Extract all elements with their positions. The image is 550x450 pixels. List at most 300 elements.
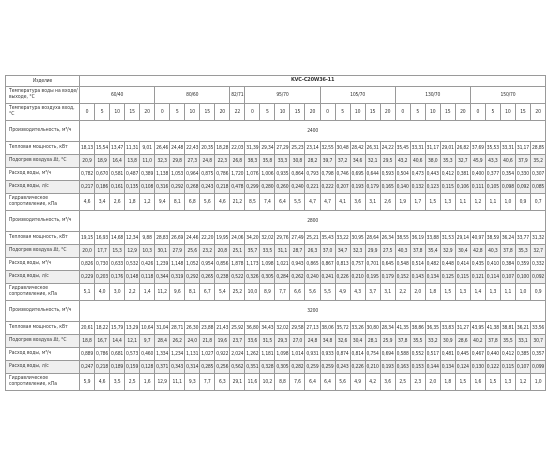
data-cell: 0,694 [380,348,395,361]
flow-label: Производительность, м³/ч [6,301,80,322]
data-cell: 0,435 [470,258,485,271]
data-cell: 2,2 [395,284,410,301]
data-cell: 24,22 [380,142,395,155]
data-cell: 4,2 [365,374,380,391]
data-row [6,181,546,194]
data-cell: 34,20 [245,232,260,245]
data-cell: 29,5 [380,155,395,168]
data-cell: 0,573 [125,348,140,361]
data-cell: 0,307 [530,168,545,181]
row-label: Расход воды, л/с [6,361,80,374]
data-cell: 20,61 [80,322,95,335]
air-temp-value: 10 [185,104,200,121]
data-cell: 28,85 [530,142,545,155]
data-cell: 0,644 [365,168,380,181]
data-cell: 38,3 [245,155,260,168]
data-cell: 0,701 [365,258,380,271]
row-label: Тепловая мощность, кВт [6,232,80,245]
data-cell: 1,006 [260,168,275,181]
data-cell: 24,48 [170,142,185,155]
data-cell: 0,148 [125,271,140,284]
data-cell: 36,35 [425,322,440,335]
data-cell: 0,186 [95,181,110,194]
data-cell: 40,97 [470,232,485,245]
air-temp-value: 10 [500,104,515,121]
data-cell: 34,7 [335,245,350,258]
air-temp-value: 0 [395,104,410,121]
data-cell: 24,0 [185,335,200,348]
data-cell: 0,813 [335,258,350,271]
data-cell: 26,34 [380,232,395,245]
data-cell: 0,114 [485,271,500,284]
data-row [6,258,546,271]
data-cell: 8,1 [185,284,200,301]
data-cell: 23,7 [230,335,245,348]
data-cell: 33,83 [440,322,455,335]
air-temp-value: 20 [215,104,230,121]
data-cell: 1,5 [440,284,455,301]
flow-row [6,301,546,322]
data-cell: 0,856 [215,258,230,271]
data-cell: 0,384 [500,258,515,271]
data-cell: 21,43 [215,322,230,335]
data-cell: 1,262 [245,348,260,361]
data-cell: 6,8 [185,194,200,211]
data-cell: 18,22 [95,322,110,335]
data-cell: 45,9 [470,155,485,168]
data-cell: 40,6 [410,155,425,168]
data-cell: 0,179 [365,181,380,194]
data-cell: 0,292 [170,181,185,194]
data-cell: 30,7 [530,335,545,348]
data-cell: 28,1 [365,335,380,348]
data-cell: 31,1 [275,245,290,258]
data-cell: 22,3 [215,155,230,168]
data-cell: 31,17 [425,142,440,155]
data-cell: 1,8 [125,194,140,211]
data-cell: 0,098 [500,181,515,194]
data-cell: 1,334 [155,348,170,361]
data-cell: 4,3 [350,284,365,301]
data-cell: 42,8 [470,245,485,258]
data-cell: 0,826 [80,258,95,271]
data-cell: 1,1 [500,284,515,301]
data-cell: 33,5 [260,245,275,258]
data-cell: 0,410 [485,258,500,271]
data-cell: 31,27 [455,322,470,335]
data-cell: 34,43 [260,322,275,335]
data-cell: 2,5 [395,374,410,391]
data-cell: 37,8 [395,335,410,348]
data-cell: 0,123 [425,181,440,194]
data-cell: 0,319 [170,271,185,284]
data-cell: 26,82 [455,142,470,155]
data-cell: 11,2 [155,284,170,301]
row-label: Тепловая мощность, кВт [6,322,80,335]
data-cell: 0,238 [215,271,230,284]
data-cell: 0,412 [500,348,515,361]
data-cell: 5,6 [200,194,215,211]
data-cell: 0,943 [290,258,305,271]
data-cell: 3,5 [110,374,125,391]
data-cell: 0,259 [305,361,320,374]
data-cell: 0,487 [125,168,140,181]
data-cell: 1,027 [200,348,215,361]
data-cell: 1,0 [500,194,515,211]
data-cell: 43,3 [485,155,500,168]
data-cell: 0,195 [365,271,380,284]
water-temp-group: 130/70 [395,87,470,104]
data-cell: 0,111 [470,181,485,194]
data-cell: 28,64 [365,232,380,245]
data-cell: 0,935 [275,168,290,181]
data-cell: 4,9 [335,284,350,301]
data-cell: 0,695 [350,168,365,181]
data-cell: 0,354 [500,168,515,181]
data-cell: 1,720 [230,168,245,181]
data-cell: 31,04 [155,322,170,335]
data-cell: 0,814 [350,348,365,361]
data-cell: 0,552 [410,348,425,361]
data-cell: 5,1 [80,284,95,301]
data-cell: 32,7 [455,155,470,168]
data-cell: 0,135 [125,181,140,194]
data-cell: 14,4 [110,335,125,348]
data-cell: 0,268 [185,181,200,194]
spec-table [5,75,546,391]
data-cell: 29,76 [275,232,290,245]
air-temp-value: 0 [470,104,485,121]
data-cell: 0,280 [260,181,275,194]
data-cell: 21,8 [200,335,215,348]
data-cell: 29,01 [440,142,455,155]
data-cell: 32,3 [350,245,365,258]
data-cell: 22,03 [230,142,245,155]
data-cell: 33,22 [335,232,350,245]
data-cell: 1,131 [185,348,200,361]
air-temp-value: 0 [320,104,335,121]
data-cell: 0,265 [200,271,215,284]
spec-table-body [6,76,546,391]
data-cell: 1,4 [470,284,485,301]
data-cell: 11,0 [140,155,155,168]
data-cell: 1,053 [170,168,185,181]
data-cell: 30,80 [365,322,380,335]
data-cell: 0,326 [245,271,260,284]
data-cell: 0,9 [530,284,545,301]
data-cell: 26,46 [155,142,170,155]
data-cell: 0,108 [140,181,155,194]
data-cell: 0,115 [440,181,455,194]
data-cell: 20,8 [215,245,230,258]
data-cell: 20,35 [200,142,215,155]
data-cell: 35,53 [485,142,500,155]
data-cell: 0,522 [230,271,245,284]
data-cell: 27,13 [305,322,320,335]
data-cell: 2,6 [110,194,125,211]
row-label: Расход воды, м³/ч [6,258,80,271]
data-cell: 24,46 [185,232,200,245]
data-row [6,361,546,374]
data-cell: 33,3 [275,155,290,168]
data-cell: 0,305 [260,271,275,284]
data-cell: 0,517 [425,348,440,361]
data-cell: 0,798 [320,168,335,181]
data-cell: 8,9 [260,284,275,301]
data-cell: 39,7 [320,155,335,168]
data-cell: 0,343 [170,361,185,374]
data-cell: 0,259 [320,361,335,374]
data-cell: 1,2 [515,374,530,391]
data-cell: 0,633 [110,258,125,271]
data-cell: 23,2 [200,245,215,258]
data-cell: 0,143 [410,271,425,284]
data-cell: 11,31 [125,142,140,155]
data-cell: 35,45 [395,142,410,155]
data-cell: 28,42 [350,142,365,155]
data-cell: 0,107 [515,361,530,374]
data-cell: 0,260 [275,181,290,194]
data-cell: 0,478 [230,181,245,194]
data-cell: 0,092 [530,271,545,284]
data-cell: 33,6 [245,335,260,348]
data-cell: 13,8 [125,155,140,168]
data-row [6,142,546,155]
data-cell: 35,3 [440,155,455,168]
data-cell: 10,64 [140,322,155,335]
data-cell: 15,79 [110,322,125,335]
data-cell: 4,6 [80,194,95,211]
data-cell: 30,4 [350,335,365,348]
data-cell: 1,1 [485,194,500,211]
air-temp-value: 20 [380,104,395,121]
data-cell: 0,448 [440,258,455,271]
data-cell: 0,793 [305,168,320,181]
data-cell: 24,8 [305,335,320,348]
row-label: Расход воды, м³/ч [6,168,80,181]
data-cell: 0,159 [125,361,140,374]
data-cell: 0,681 [110,348,125,361]
data-cell: 0,105 [485,181,500,194]
data-cell: 30,8 [290,155,305,168]
flow-row [6,211,546,232]
data-cell: 18,13 [80,142,95,155]
data-cell: 0,588 [395,348,410,361]
air-temp-value: 10 [350,104,365,121]
data-cell: 7,7 [275,284,290,301]
data-cell: 0,241 [320,271,335,284]
row-label: Гидравлическое сопротивление, кПа [6,374,80,391]
data-cell: 1,5 [425,194,440,211]
data-cell: 1,4 [140,284,155,301]
data-cell: 0,377 [485,168,500,181]
water-temp-group: 82/71 [230,87,245,104]
data-cell: 0,299 [245,181,260,194]
water-temp-group: 60/40 [80,87,155,104]
data-cell: 32,1 [365,155,380,168]
data-cell: 27,29 [275,142,290,155]
header-row-product [6,76,546,87]
data-cell: 35,4 [425,245,440,258]
data-cell: 26,69 [170,232,185,245]
data-cell: 32,3 [155,155,170,168]
header-row-water-temp [6,87,546,104]
data-cell: 0,443 [425,168,440,181]
data-cell: 0,099 [530,361,545,374]
data-cell: 26,8 [230,155,245,168]
data-cell: 0,153 [410,361,425,374]
data-cell: 0,222 [320,181,335,194]
data-cell: 0,106 [455,181,470,194]
data-cell: 0,867 [320,258,335,271]
data-cell: 40,6 [500,155,515,168]
data-cell: 0,332 [530,258,545,271]
data-cell: 32,55 [320,142,335,155]
data-cell: 41,35 [395,322,410,335]
data-cell: 32,9 [440,245,455,258]
data-cell: 8,5 [245,194,260,211]
data-cell: 36,80 [245,322,260,335]
data-cell: 0,351 [245,361,260,374]
data-cell: 13,29 [125,322,140,335]
data-cell: 0,262 [290,271,305,284]
data-cell: 9,6 [170,284,185,301]
data-cell: 5,4 [215,284,230,301]
data-cell: 0,562 [230,361,245,374]
air-temp-value: 15 [365,104,380,121]
data-cell: 0,954 [200,258,215,271]
data-cell: 21,2 [230,194,245,211]
row-label: Тепловая мощность, кВт [6,142,80,155]
data-cell: 0,593 [380,168,395,181]
data-cell: 0,128 [140,361,155,374]
data-cell: 35,5 [410,335,425,348]
data-cell: 0,460 [140,348,155,361]
data-cell: 24,8 [200,155,215,168]
data-cell: 1,878 [230,258,245,271]
data-cell: 27,3 [185,155,200,168]
data-cell: 1,052 [185,258,200,271]
data-cell: 37,8 [500,245,515,258]
data-cell: 0,092 [515,181,530,194]
data-cell: 7,7 [200,374,215,391]
air-temp-value: 15 [125,104,140,121]
data-cell: 9,4 [155,194,170,211]
data-cell: 29,9 [365,245,380,258]
air-temp-value: 10 [425,104,440,121]
data-cell: 25,9 [380,335,395,348]
data-cell: 0,385 [515,348,530,361]
data-cell: 20,0 [80,245,95,258]
data-cell: 18,9 [95,155,110,168]
data-cell: 0,426 [140,258,155,271]
data-cell: 33,77 [515,232,530,245]
data-cell: 30,1 [155,245,170,258]
data-cell: 2,0 [410,284,425,301]
data-cell: 0,144 [425,361,440,374]
data-cell: 34,8 [320,335,335,348]
data-cell: 27,5 [380,245,395,258]
air-temp-value: 20 [530,104,545,121]
data-cell: 8,1 [170,194,185,211]
flow-label: Производительность, м³/ч [6,211,80,232]
data-cell: 0,240 [290,181,305,194]
data-cell: 0,284 [275,271,290,284]
data-cell: 5,9 [80,374,95,391]
data-cell: 0,285 [200,361,215,374]
data-cell: 12,1 [125,335,140,348]
data-cell: 23,14 [305,142,320,155]
data-cell: 0,344 [155,271,170,284]
data-cell: 0,581 [110,168,125,181]
data-cell: 25,21 [305,232,320,245]
flow-row [6,121,546,142]
data-cell: 33,2 [425,335,440,348]
data-cell: 0,243 [200,181,215,194]
data-cell: 0,226 [335,271,350,284]
data-cell: 0,229 [80,271,95,284]
data-cell: 4,1 [335,194,350,211]
data-cell: 20,9 [80,155,95,168]
data-row [6,168,546,181]
data-cell: 1,8 [425,284,440,301]
data-cell: 0,210 [350,271,365,284]
data-cell: 4,7 [305,194,320,211]
data-cell: 0,121 [470,271,485,284]
data-cell: 0,125 [440,271,455,284]
water-temp-group: 150/70 [470,87,545,104]
data-cell: 0,193 [350,181,365,194]
data-cell: 28,71 [170,322,185,335]
air-temp-value: 5 [170,104,185,121]
data-cell: 1,148 [170,258,185,271]
data-cell: 16,4 [110,155,125,168]
data-cell: 0,389 [140,168,155,181]
data-cell: 26,31 [365,142,380,155]
water-temp-group: 105/70 [320,87,395,104]
data-cell: 0,226 [350,361,365,374]
data-cell: 7,6 [290,374,305,391]
data-cell: 1,098 [260,258,275,271]
data-cell: 0,381 [455,168,470,181]
air-temp-value: 5 [410,104,425,121]
water-temp-group: 95/70 [245,87,320,104]
data-cell: 0,107 [500,271,515,284]
data-cell: 3,1 [365,194,380,211]
data-cell: 0,414 [455,258,470,271]
data-cell: 1,098 [275,348,290,361]
data-cell: 0,865 [305,258,320,271]
data-cell: 0,210 [365,361,380,374]
data-cell: 0,217 [80,181,95,194]
data-cell: 38,81 [500,322,515,335]
data-cell: 1,2 [470,194,485,211]
data-cell: 30,9 [440,335,455,348]
data-cell: 0,165 [380,181,395,194]
data-cell: 1,2 [140,194,155,211]
data-cell: 0,193 [380,361,395,374]
data-cell: 0,467 [470,348,485,361]
data-cell: 5,5 [320,284,335,301]
data-cell: 18,8 [80,335,95,348]
data-cell: 1,5 [455,374,470,391]
data-cell: 33,88 [425,232,440,245]
data-cell: 9,7 [140,335,155,348]
data-cell: 33,31 [500,142,515,155]
data-cell: 38,55 [395,232,410,245]
data-cell: 29,1 [230,374,245,391]
data-cell: 6,6 [290,284,305,301]
